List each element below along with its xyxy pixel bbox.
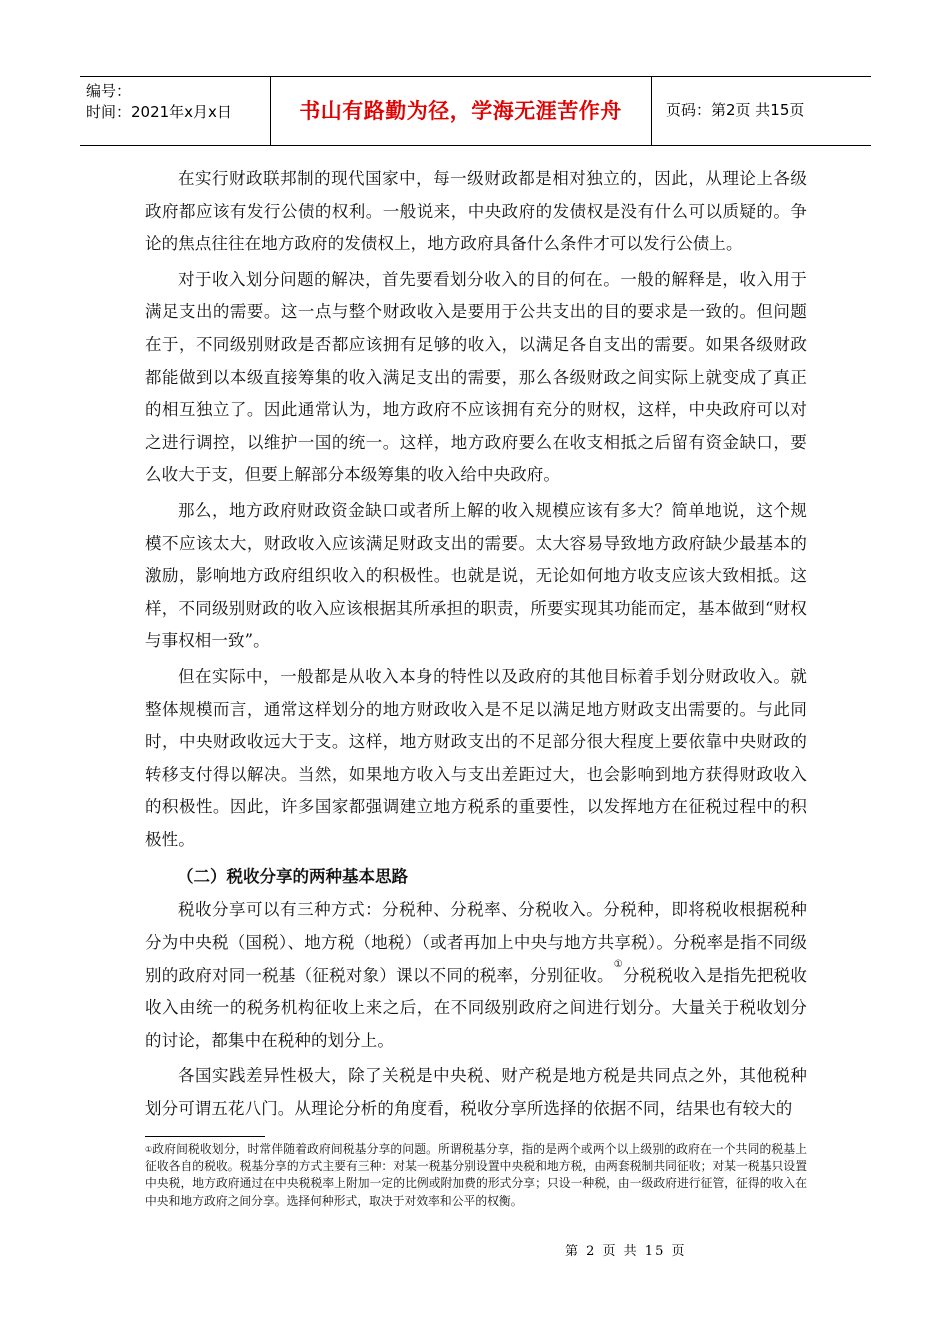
footnote-marker: ① <box>145 1145 153 1154</box>
footnote-separator <box>145 1136 265 1137</box>
footnote <box>145 1141 807 1210</box>
page-header <box>80 76 871 146</box>
footnote-reference[interactable]: ① <box>613 958 623 970</box>
header-motto: 书山有路勤为径，学海无涯苦作舟 <box>299 99 622 123</box>
paragraph <box>145 894 807 1057</box>
header-divider <box>651 77 652 145</box>
document-id-label: 编号： <box>86 82 132 100</box>
paragraph: 在实行财政联邦制的现代国家中，每一级财政都是相对独立的，因此，从理论上各级政府都应该有发行公债的权利。一般说来，中央政府的发债权是没有什么可以质疑的。争论的焦点往往在地方政府的发债权上，地方政府具备什么条件才可以发行公债上。 <box>145 169 807 254</box>
header-meta <box>86 81 232 123</box>
section-heading: （二）税收分享的两种基本思路 <box>177 867 408 887</box>
document-date-label: 时间：2021年x月x日 <box>86 103 232 121</box>
paragraph: 那么，地方政府财政资金缺口或者所上解的收入规模应该有多大？简单地说，这个规模不应该太大，财政收入应该满足财政支出的需要。太大容易导致地方政府缺少最基本的激励，影响地方政府组织收入的积极性。也就是说，无论如何地方收支应该大致相抵。这样，不同级别财政的收入应该根据其所承担的职责，所要实现其功能而定，基本做到“财权与事权相一致”。 <box>145 500 807 651</box>
document-body <box>145 163 807 1126</box>
paragraph-text: 税收分享可以有三种方式：分税种、分税率、分税收入。分税种，即将税收根据税种分为中央税（国税）、地方税（地税）（或者再加上中央与地方共享税）。分税率是指不同级别的政府对同一税基（征税对象）课以不同的税率，分别征收。 <box>145 900 807 985</box>
paragraph: 各国实践差异性极大，除了关税是中央税、财产税是地方税是共同点之外，其他税种划分可谓五花八门。从理论分析的角度看，税收分享所选择的依据不同，结果也有较大的 <box>145 1066 807 1119</box>
footnote-text: 政府间税收划分，时常伴随着政府间税基分享的问题。所谓税基分享，指的是两个或两个以上级别的政府在一个共同的税基上征收各自的税收。税基分享的方式主要有三种：对某一税基分别设置中央税和地方税，由两套税制共同征收；对某一税基只设置中央税，地方政府通过在中央税税率上附加一定的比例或附加费的形式分享；只设一种税，由一级政府进行征管，征得的收入在中央和地方政府之间分享。选择何种形式，取决于对效率和公平的权衡。 <box>145 1142 807 1208</box>
page-number-footer: 第 2 页 共 15 页 <box>565 1244 687 1259</box>
paragraph: 但在实际中，一般都是从收入本身的特性以及政府的其他目标着手划分财政收入。就整体规模而言，通常这样划分的地方财政收入是不足以满足地方财政支出需要的。与此同时，中央财政收远大于支。这样，地方财政支出的不足部分很大程度上要依靠中央财政的转移支付得以解决。当然，如果地方收入与支出差距过大，也会影响到地方获得财政收入的积极性。因此，许多国家都强调建立地方税系的重要性，以发挥地方在征税过程中的积极性。 <box>145 666 807 849</box>
header-page-info: 页码：第2页 共15页 <box>666 101 805 119</box>
paragraph: 对于收入划分问题的解决，首先要看划分收入的目的何在。一般的解释是，收入用于满足支出的需要。这一点与整个财政收入是要用于公共支出的目的要求是一致的。但问题在于，不同级别财政是否都应该拥有足够的收入，以满足各自支出的需要。如果各级财政都能做到以本级直接筹集的收入满足支出的需要，那么各级财政之间实际上就变成了真正的相互独立了。因此通常认为，地方政府不应该拥有充分的财权，这样，中央政府可以对之进行调控，以维护一国的统一。这样，地方政府要么在收支相抵之后留有资金缺口，要么收大于支，但要上解部分本级筹集的收入给中央政府。 <box>145 269 807 485</box>
paragraph-text: 分税税收入是指先把税收收入由统一的税务机构征收上来之后，在不同级别政府之间进行划分。大量关于税收划分的讨论，都集中在税种的划分上。 <box>145 965 807 1050</box>
